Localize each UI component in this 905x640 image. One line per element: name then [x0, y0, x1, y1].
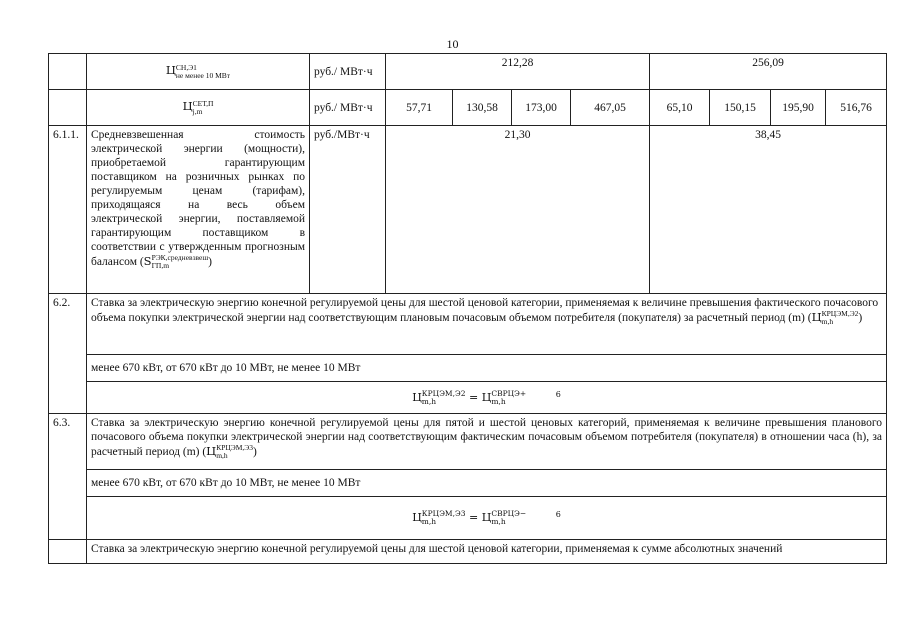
cn-unit: руб./ МВт·ч — [310, 54, 386, 90]
row-last-description: Ставка за электрическую энергию конечной регулируемой цены для шестой ценовой категории, применяемая к сумме абсолютных значений — [87, 540, 887, 564]
set-value: 516,76 — [826, 90, 887, 126]
table-row-62-formula — [49, 382, 887, 414]
footnote-marker: 6 — [555, 510, 561, 519]
row-62-range: менее 670 кВт, от 670 кВт до 10 МВт, не менее 10 МВт — [87, 355, 887, 382]
table-row-611 — [49, 126, 887, 294]
row-611-unit: руб./МВт·ч — [310, 126, 386, 294]
row-62-description — [87, 294, 887, 355]
row-number: 6.1.1. — [49, 126, 87, 294]
c-sup: КРЦЭМ,Э3 — [216, 443, 253, 453]
formula-rhs-sub: m,h — [491, 517, 506, 526]
c-sub: m,h — [216, 451, 228, 461]
cn-symbol: Ц — [165, 63, 176, 78]
s-sub: ГП,m — [151, 261, 170, 271]
set-value: 65,10 — [650, 90, 710, 126]
footnote-marker: 6 — [555, 389, 561, 399]
table-row-62 — [49, 294, 887, 355]
row-63-range: менее 670 кВт, от 670 кВт до 10 МВт, не менее 10 МВт — [87, 470, 887, 497]
row-number-cell — [49, 54, 87, 90]
table-row-cn — [49, 54, 887, 90]
c-symbol: Ц — [811, 310, 822, 324]
c-sup: КРЦЭМ,Э2 — [821, 309, 859, 319]
row-62-text: Ставка за электрическую энергию конечной регулируемой цены для шестой ценовой категории, применяемая к величине превышения фактического почасового объема покупки электрической энергии над соответствующим плановым почасовым объемом потребителя (покупателя) за расчетный период (m) ( — [91, 297, 879, 324]
s-sup: РЭК,средневзвеш — [151, 253, 209, 263]
formula-equals: = — [469, 390, 479, 404]
set-value: 57,71 — [386, 90, 453, 126]
s-symbol: S — [143, 254, 152, 268]
table-row-last — [49, 540, 887, 564]
formula-rhs-symbol: Ц — [481, 511, 492, 524]
row-611-value-a: 21,30 — [386, 126, 650, 294]
c-sub: m,h — [821, 317, 834, 327]
set-symbol: Ц — [182, 99, 193, 114]
row-62-formula — [87, 382, 887, 414]
formula-lhs-sub: m,h — [421, 396, 437, 406]
set-unit: руб./ МВт·ч — [310, 90, 386, 126]
c-symbol: Ц — [206, 444, 217, 458]
formula-rhs-sup: СВРЦЭ− — [491, 509, 527, 518]
table-row-set — [49, 90, 887, 126]
formula-rhs-sup: СВРЦЭ+ — [491, 388, 527, 398]
row-number-cell — [49, 90, 87, 126]
row-63-formula — [87, 497, 887, 540]
set-sub: j,m — [192, 106, 203, 116]
set-value: 173,00 — [512, 90, 571, 126]
cn-label-cell — [87, 54, 310, 90]
formula-equals: = — [469, 511, 479, 524]
set-value: 195,90 — [771, 90, 826, 126]
table-row-62-range — [49, 355, 887, 382]
formula-lhs-sub: m,h — [421, 517, 437, 526]
row-611-value-b: 38,45 — [650, 126, 887, 294]
close-paren: ) — [253, 446, 257, 458]
formula-lhs-symbol: Ц — [412, 390, 422, 404]
formula-rhs-sub: m,h — [491, 396, 506, 406]
formula-lhs-sup: КРЦЭМ,Э3 — [421, 509, 466, 518]
cn-value-b: 256,09 — [650, 54, 887, 90]
row-63-description — [87, 414, 887, 470]
row-63-text: Ставка за электрическую энергию конечной регулируемой цены для пятой и шестой ценовых категорий, применяемая к величине превышения планового почасового объема покупки электрической энергии над соответствующим фактическим почасовым объемом потребителя (покупателя) в отношении часа (h), за расчетный период (m) ( — [91, 417, 882, 458]
formula-rhs-symbol: Ц — [481, 390, 492, 404]
page-number: 10 — [446, 37, 459, 51]
set-value: 150,15 — [710, 90, 771, 126]
row-number-cell — [49, 540, 87, 564]
cn-value-a: 212,28 — [386, 54, 650, 90]
row-611-description — [87, 126, 310, 294]
close-paren: ) — [208, 256, 212, 268]
set-value: 130,58 — [453, 90, 512, 126]
cn-sub: не менее 10 МВт — [175, 70, 231, 80]
close-paren: ) — [858, 312, 863, 324]
set-value: 467,05 — [571, 90, 650, 126]
table-row-63 — [49, 414, 887, 470]
formula-lhs-symbol: Ц — [412, 511, 422, 524]
tariff-table — [48, 53, 887, 564]
row-number: 6.3. — [49, 414, 87, 540]
row-611-text: Средневзвешенная стоимость электрической энергии (мощности), приобретаемой гарантирующим поставщиком на розничных рынках по регулируемым ценам (тарифам), приходящаяся на весь объем электрической энергии, поставляемой гарантирующим поставщиком в соответствии с утвержденным прогнозным балансом ( — [91, 129, 305, 268]
set-label-cell — [87, 90, 310, 126]
formula-lhs-sup: КРЦЭМ,Э2 — [421, 388, 466, 398]
table-row-63-formula — [49, 497, 887, 540]
table-row-63-range — [49, 470, 887, 497]
set-sup: СЕТ,П — [192, 98, 214, 108]
row-number: 6.2. — [49, 294, 87, 414]
cn-sup: СН,Э1 — [175, 62, 197, 72]
